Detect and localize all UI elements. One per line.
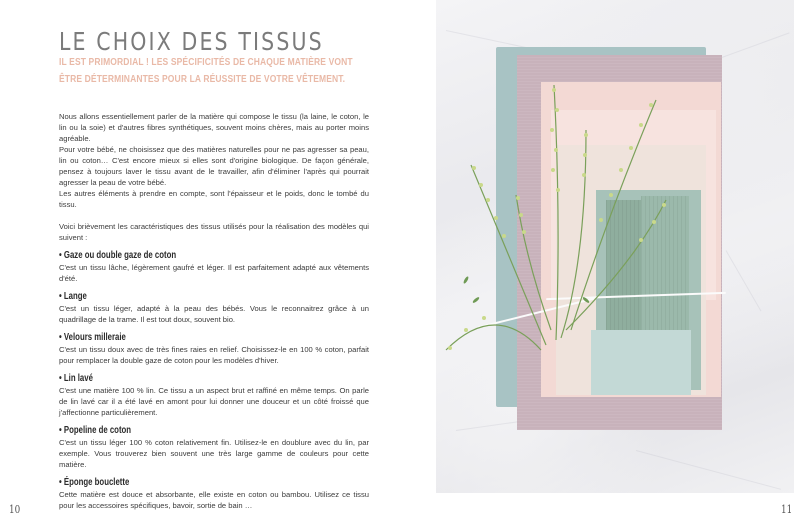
fabric-name: • Éponge bouclette xyxy=(59,477,130,488)
intro-paragraph: Pour votre bébé, ne choisissez que des matières naturelles pour ne pas agresser sa peau, lin ou coton… C'est encore mieux si elles sont d'origine biologique. De façon générale, pensez à toujours laver le tissu avant de le travailler, afin d'éliminer l'après qui pourrait agresser la peau de votre bébé. xyxy=(59,145,369,187)
fabric-description: C'est un tissu lâche, légèrement gaufré et léger. Il est parfaitement adapté aux vêtements d'été. xyxy=(59,263,369,283)
fabric-item xyxy=(59,291,369,325)
fabric-item xyxy=(59,250,369,284)
list-intro: Voici brièvement les caractéristiques des tissus utilisés pour la réalisation des modèles qui suivent : xyxy=(59,222,369,242)
fabric-description: C'est un tissu doux avec de très fines raies en relief. Choisissez-le en 100 % coton, parfait pour remplacer la double gaze de coton pour les modèles d'hiver. xyxy=(59,345,369,365)
fabric-item xyxy=(59,373,369,418)
fabric-item xyxy=(59,332,369,366)
lead-paragraph: IL EST PRIMORDIAL ! LES SPÉCIFICITÉS DE CHAQUE MATIÈRE VONT ÊTRE DÉTERMINANTES POUR LA RÉUSSITE DE VOTRE VÊTEMENT. xyxy=(59,57,353,85)
fabric-name: • Lin lavé xyxy=(59,373,93,384)
intro-paragraph: Les autres éléments à prendre en compte, sont l'épaisseur et le poids, donc le tombé du tissu. xyxy=(59,189,369,209)
page-number-right: 11 xyxy=(781,503,793,516)
fabric-item xyxy=(59,425,369,470)
fabric-name: • Popeline de coton xyxy=(59,425,132,436)
body-text xyxy=(59,111,369,511)
fabric-description: C'est une matière 100 % lin. Ce tissu a un aspect brut et raffiné en même temps. On parle de lin lavé car il a été lavé en amont pour lui donner une douceur et un côté froissé que j'affectionne particulièrement. xyxy=(59,386,369,417)
fabric-description: C'est un tissu léger 100 % coton relativement fin. Utilisez-le en doublure avec du lin, par exemple. Vous trouverez bien souvent une très large gamme de couleurs pour cette matière. xyxy=(59,438,369,469)
page-number-left: 10 xyxy=(9,503,21,516)
page-title: LE CHOIX DES TISSUS xyxy=(59,26,324,56)
fabric-item xyxy=(59,477,369,511)
intro-paragraph: Nous allons essentiellement parler de la matière qui compose le tissu (la laine, le coton, le lin ou la soie) et d'autres fibres synthétiques, souvent moins chères, mais au porter moins agréable. xyxy=(59,112,369,143)
fabric-name: • Gaze ou double gaze de coton xyxy=(59,250,177,261)
fabric-description: C'est un tissu léger, adapté à la peau des bébés. Vous le reconnaitrez grâce à un quadrillage de la trame. Il est tout doux, souvent bio. xyxy=(59,304,369,324)
fabric-photo xyxy=(436,0,794,493)
fabric-name: • Velours milleraie xyxy=(59,332,126,343)
fabric-description: Cette matière est douce et absorbante, elle existe en coton ou bambou. Utilisez ce tissu pour les accessoires spécifiques, bavoir, sortie de bain … xyxy=(59,490,369,510)
fabric-name: • Lange xyxy=(59,291,87,302)
